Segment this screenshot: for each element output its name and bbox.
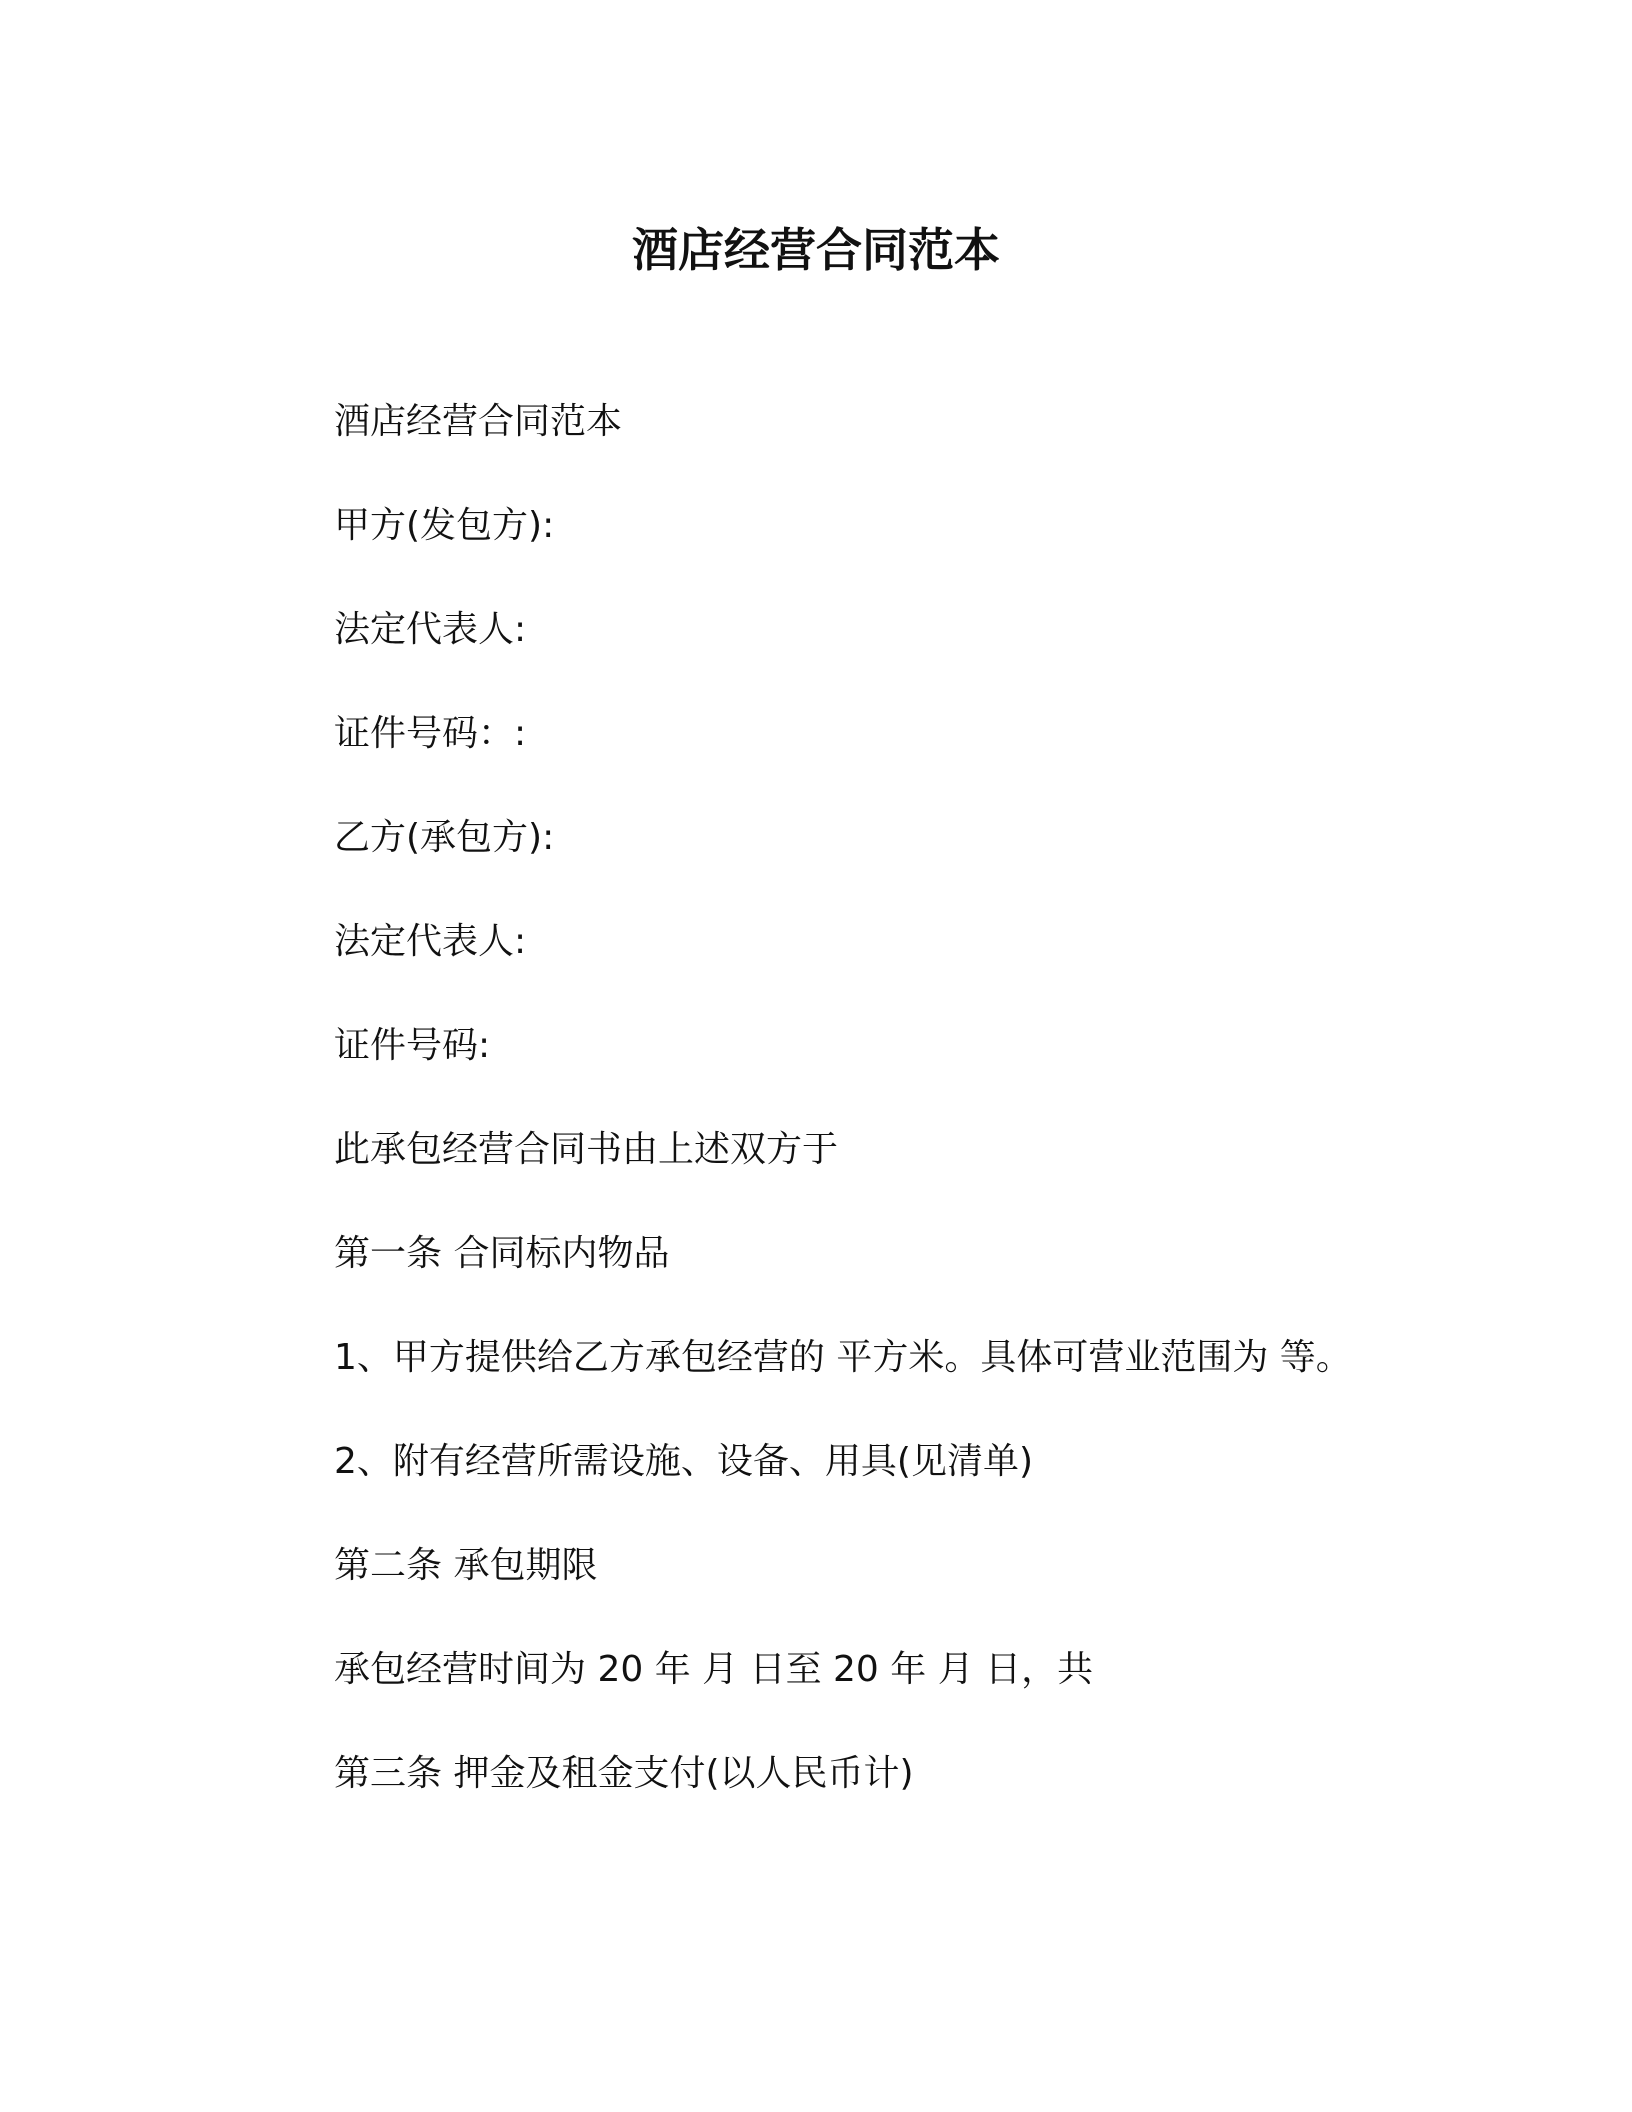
- body-line-party-b-id-number: 证件号码:: [334, 1025, 491, 1066]
- body-line-party-b: 乙方(承包方):: [334, 817, 555, 858]
- document-body: [334, 396, 1414, 1852]
- article-1-clause-1: 1、甲方提供给乙方承包经营的 平方米。具体可营业范围为 等。: [334, 1337, 1352, 1378]
- body-line-heading: 酒店经营合同范本: [334, 401, 623, 442]
- body-line-party-a-representative: 法定代表人:: [334, 609, 527, 650]
- document-title: 酒店经营合同范本: [632, 223, 1000, 277]
- body-line-party-b-representative: 法定代表人:: [334, 921, 527, 962]
- article-1-heading: 第一条 合同标内物品: [334, 1233, 670, 1274]
- article-2-heading: 第二条 承包期限: [334, 1545, 598, 1586]
- article-1-clause-2: 2、附有经营所需设施、设备、用具(见清单): [334, 1441, 1033, 1482]
- article-2-term: 承包经营时间为 20 年 月 日至 20 年 月 日，共: [334, 1649, 1094, 1690]
- body-line-preamble: 此承包经营合同书由上述双方于: [334, 1129, 839, 1170]
- article-3-heading: 第三条 押金及租金支付(以人民币计): [334, 1753, 914, 1794]
- body-line-party-a: 甲方(发包方):: [334, 505, 555, 546]
- body-line-party-a-id-number: 证件号码：:: [334, 713, 527, 754]
